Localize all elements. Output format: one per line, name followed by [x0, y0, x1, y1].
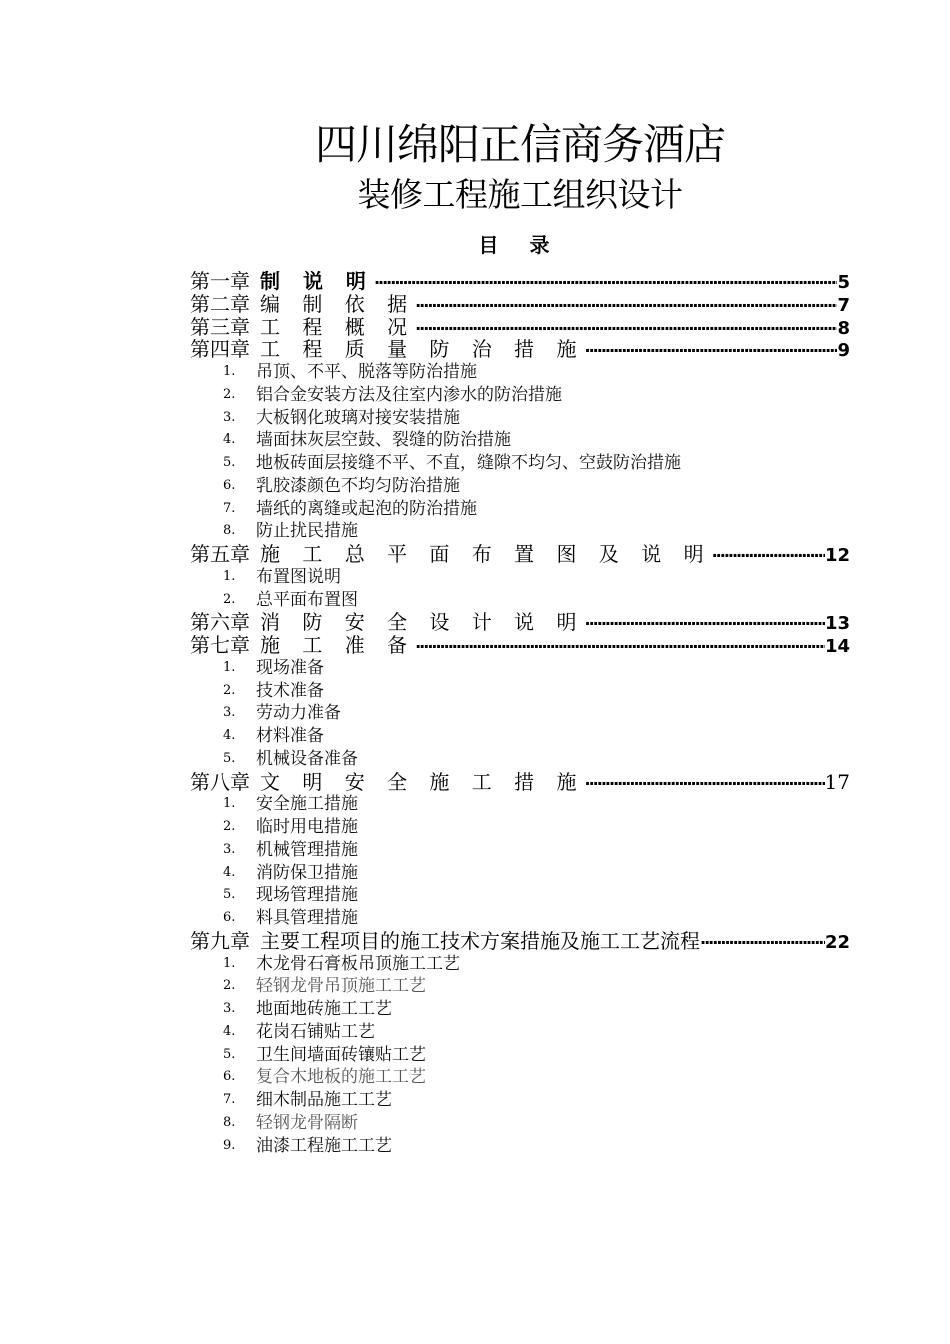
toc-section[interactable] — [190, 452, 850, 475]
chapter-page-number: 13 — [824, 613, 850, 634]
toc-chapter[interactable] — [190, 543, 850, 566]
section-title: 机械设备准备 — [256, 748, 358, 769]
toc-section[interactable] — [190, 839, 850, 862]
chapter-number: 第四章 — [190, 338, 250, 361]
section-number: 6. — [223, 477, 236, 493]
section-number: 1. — [223, 659, 236, 675]
toc-chapter[interactable] — [190, 316, 850, 339]
section-title: 细木制品施工工艺 — [256, 1090, 392, 1110]
chapter-number: 第三章 — [190, 315, 250, 339]
chapter-number: 第五章 — [190, 543, 250, 566]
toc-chapter[interactable] — [190, 293, 850, 316]
chapter-number: 第八章 — [190, 770, 250, 794]
toc-heading: 目 录 — [478, 233, 562, 257]
section-title: 吊顶、不平、脱落等防治措施 — [256, 362, 477, 382]
toc-chapter[interactable] — [190, 338, 850, 361]
toc-section[interactable] — [190, 520, 850, 543]
section-title: 现场准备 — [256, 657, 324, 678]
section-number: 5. — [223, 887, 236, 903]
toc-section[interactable] — [190, 1066, 850, 1089]
toc-section[interactable] — [190, 793, 850, 816]
toc-section[interactable] — [190, 953, 850, 976]
chapter-page-number: 17 — [824, 770, 850, 794]
dot-leader — [415, 636, 825, 657]
section-number: 4. — [223, 1023, 236, 1039]
chapter-title: 工 程 概 况 — [260, 315, 416, 339]
chapter-title: 施 工 总 平 面 布 置 图 及 说 明 — [260, 543, 712, 566]
section-number: 2. — [223, 386, 236, 402]
toc-section[interactable] — [190, 748, 850, 771]
section-number: 3. — [223, 1001, 236, 1016]
section-title: 铝合金安装方法及往室内渗水的防治措施 — [256, 384, 562, 405]
dot-leader — [415, 318, 837, 339]
section-title: 料具管理措施 — [256, 908, 358, 928]
section-number: 1. — [223, 568, 236, 584]
chapter-page-number: 12 — [824, 545, 850, 566]
toc-section[interactable] — [190, 1044, 850, 1067]
toc-section[interactable] — [190, 475, 850, 498]
chapter-page-number: 8 — [837, 317, 850, 339]
section-title: 临时用电措施 — [256, 817, 358, 837]
toc-section[interactable] — [190, 680, 850, 703]
section-number: 4. — [223, 432, 236, 448]
toc-section[interactable] — [190, 702, 850, 725]
chapter-number: 第二章 — [190, 292, 250, 316]
document-subtitle: 装修工程施工组织设计 — [357, 175, 683, 214]
section-title: 木龙骨石膏板吊顶施工工艺 — [256, 953, 460, 974]
chapter-title: 文 明 安 全 施 工 措 施 — [260, 770, 585, 794]
toc-section[interactable] — [190, 657, 850, 680]
dot-leader — [585, 340, 838, 361]
section-number: 7. — [223, 1092, 236, 1107]
section-title: 油漆工程施工工艺 — [256, 1135, 392, 1156]
section-title: 墙面抹灰层空鼓、裂缝的防治措施 — [256, 430, 511, 451]
chapter-title: 编 制 依 据 — [260, 292, 416, 316]
toc-chapter[interactable] — [190, 634, 850, 657]
toc-section[interactable] — [190, 884, 850, 907]
chapter-page-number: 22 — [824, 931, 850, 953]
chapter-title: 制 说 明 — [260, 270, 374, 293]
toc-chapter[interactable] — [190, 930, 850, 953]
section-number: 2. — [223, 978, 236, 994]
section-title: 劳动力准备 — [256, 703, 341, 724]
chapter-number: 第一章 — [190, 270, 250, 293]
section-number: 7. — [223, 500, 236, 516]
chapter-page-number: 14 — [824, 636, 850, 657]
section-number: 1. — [223, 955, 236, 971]
table-of-contents — [190, 270, 850, 1157]
dot-leader — [585, 613, 825, 634]
toc-section[interactable] — [190, 998, 850, 1021]
section-title: 现场管理措施 — [256, 885, 358, 906]
toc-section[interactable] — [190, 1089, 850, 1112]
toc-section[interactable] — [190, 1135, 850, 1158]
toc-section[interactable] — [190, 566, 850, 589]
section-title: 技术准备 — [256, 680, 324, 701]
section-title: 大板钢化玻璃对接安装措施 — [256, 407, 460, 428]
toc-section[interactable] — [190, 384, 850, 407]
section-number: 3. — [223, 409, 236, 425]
section-number: 3. — [223, 705, 236, 721]
section-number: 8. — [223, 1114, 236, 1130]
section-number: 9. — [223, 1137, 236, 1153]
section-number: 1. — [223, 364, 236, 379]
dot-leader — [585, 773, 825, 794]
section-title: 地面地砖施工工艺 — [256, 999, 392, 1019]
section-title: 花岗石铺贴工艺 — [256, 1021, 375, 1042]
toc-section[interactable] — [190, 725, 850, 748]
section-title: 机械管理措施 — [256, 839, 358, 860]
section-number: 3. — [223, 841, 236, 857]
section-number: 6. — [223, 1069, 236, 1085]
section-number: 5. — [223, 1046, 236, 1062]
section-number: 4. — [223, 728, 236, 743]
chapter-number: 第七章 — [190, 634, 250, 657]
section-number: 2. — [223, 682, 236, 698]
chapter-page-number: 5 — [837, 272, 850, 293]
section-number: 8. — [223, 523, 236, 539]
section-number: 2. — [223, 819, 236, 834]
section-title: 布置图说明 — [256, 566, 341, 587]
toc-section[interactable] — [190, 498, 850, 521]
section-title: 材料准备 — [256, 726, 324, 746]
toc-section[interactable] — [190, 907, 850, 930]
dot-leader — [700, 932, 825, 953]
section-number: 1. — [223, 796, 236, 812]
section-title: 总平面布置图 — [256, 589, 358, 610]
chapter-number: 第九章 — [190, 929, 250, 953]
section-title: 消防保卫措施 — [256, 862, 358, 883]
section-title: 防止扰民措施 — [256, 521, 358, 542]
chapter-page-number: 9 — [837, 340, 850, 361]
toc-section[interactable] — [190, 862, 850, 885]
section-number: 4. — [223, 864, 236, 880]
toc-section[interactable] — [190, 407, 850, 430]
section-number: 2. — [223, 591, 236, 607]
section-title: 墙纸的离缝或起泡的防治措施 — [256, 498, 477, 519]
section-title: 地板砖面层接缝不平、不直，缝隙不均匀、空鼓防治措施 — [256, 453, 681, 473]
section-title: 轻钢龙骨吊顶施工工艺 — [256, 976, 426, 997]
dot-leader — [374, 272, 838, 293]
section-number: 6. — [223, 910, 236, 925]
toc-section[interactable] — [190, 1112, 850, 1135]
document-title: 四川绵阳正信商务酒店 — [314, 120, 725, 169]
section-number: 5. — [223, 750, 236, 766]
chapter-title: 消 防 安 全 设 计 说 明 — [260, 611, 585, 634]
toc-chapter[interactable] — [190, 270, 850, 293]
dot-leader — [712, 545, 825, 566]
chapter-title: 工 程 质 量 防 治 措 施 — [260, 338, 585, 361]
toc-section[interactable] — [190, 361, 850, 384]
toc-section[interactable] — [190, 589, 850, 612]
dot-leader — [415, 295, 837, 316]
section-title: 卫生间墙面砖镶贴工艺 — [256, 1044, 426, 1065]
chapter-title: 主要工程项目的施工技术方案措施及施工工艺流程 — [260, 929, 700, 953]
section-title: 轻钢龙骨隔断 — [256, 1112, 358, 1133]
section-number: 5. — [223, 455, 236, 470]
section-title: 复合木地板的施工工艺 — [256, 1067, 426, 1088]
section-title: 安全施工措施 — [256, 794, 358, 815]
toc-section[interactable] — [190, 975, 850, 998]
chapter-page-number: 7 — [837, 294, 850, 316]
section-title: 乳胶漆颜色不均匀防治措施 — [256, 475, 460, 496]
chapter-number: 第六章 — [190, 611, 250, 634]
toc-section[interactable] — [190, 1021, 850, 1044]
toc-chapter[interactable] — [190, 771, 850, 794]
toc-section[interactable] — [190, 816, 850, 839]
toc-section[interactable] — [190, 429, 850, 452]
toc-chapter[interactable] — [190, 611, 850, 634]
chapter-title: 施 工 准 备 — [260, 634, 416, 657]
